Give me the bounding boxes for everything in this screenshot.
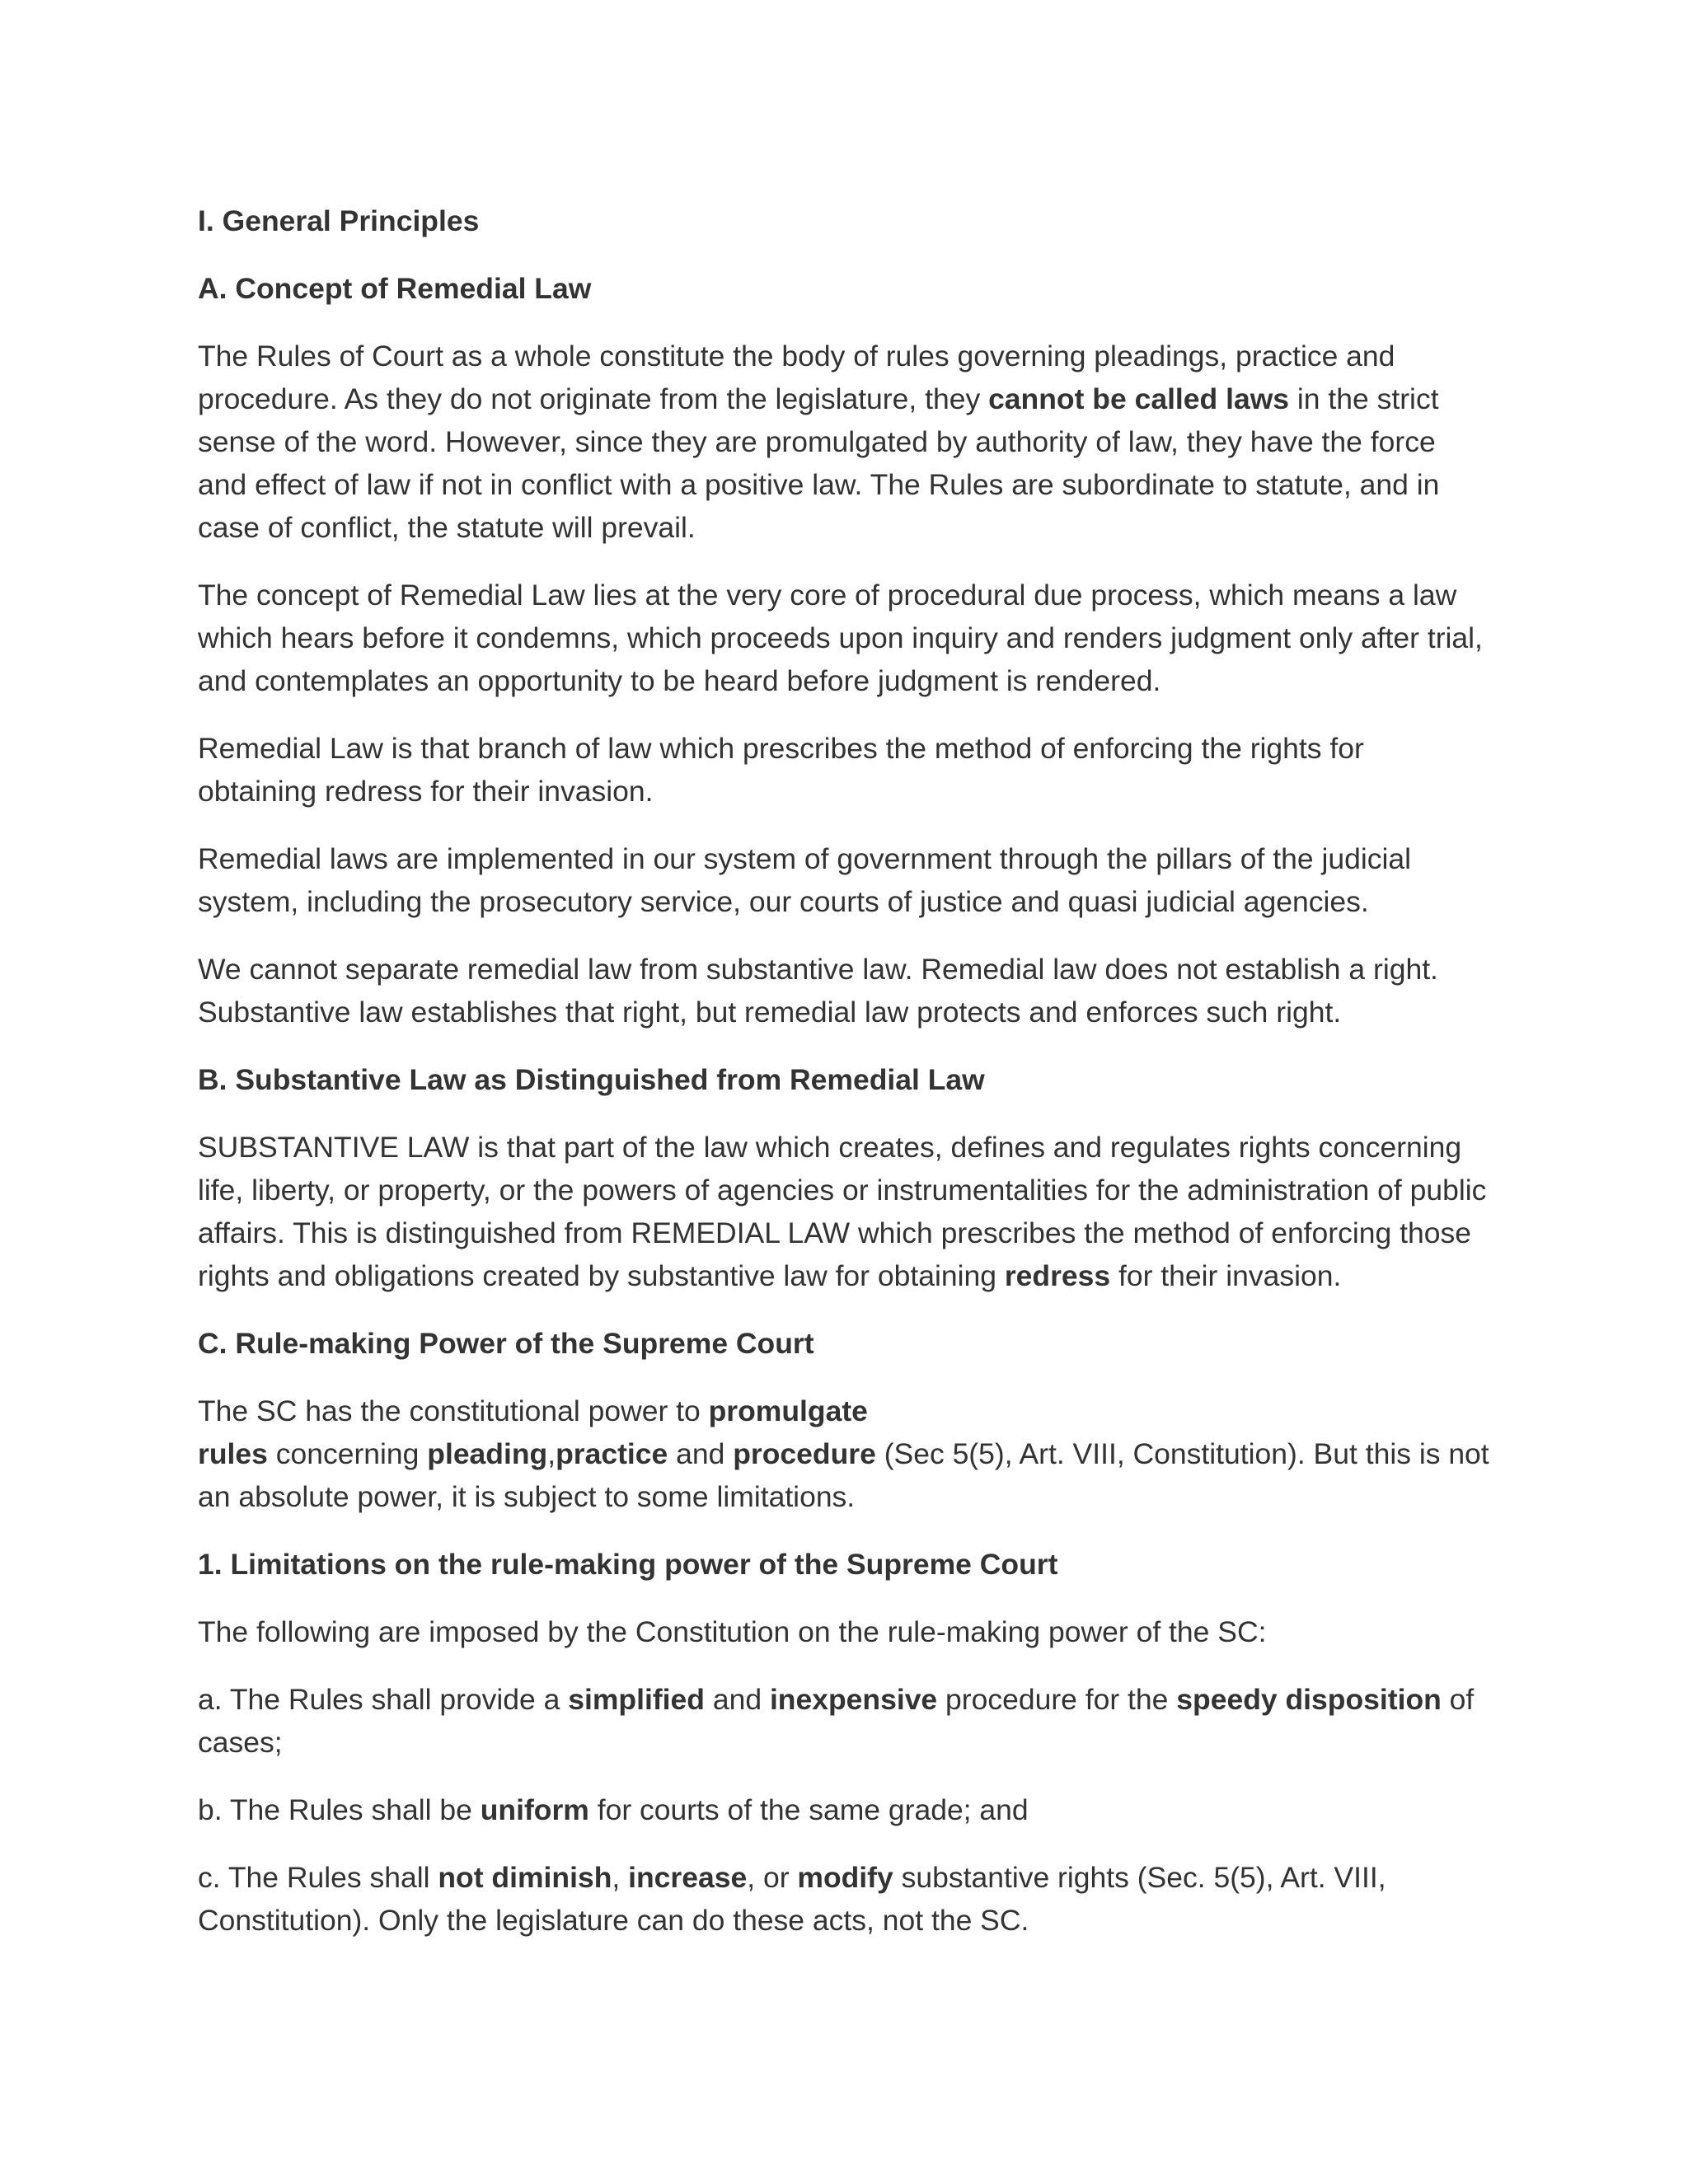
text-span: The Rules of Court as a whole constitute the body of rules governing pleadings, practice and procedure. As they do not originate from the legislature, they [198, 340, 1395, 415]
list-item-c [198, 1856, 1490, 1942]
document-page [198, 199, 1490, 1966]
text-span: procedure for the [937, 1683, 1177, 1716]
heading-concept-of-remedial-law: A. Concept of Remedial Law [198, 272, 592, 305]
bold-text: redress [1004, 1259, 1111, 1292]
text-span: c. The Rules shall [198, 1861, 438, 1894]
heading-general-principles: I. General Principles [198, 204, 480, 237]
text-span: of cases; [198, 1683, 1475, 1759]
bold-text: not diminish [438, 1861, 612, 1894]
heading-substantive-law: B. Substantive Law as Distinguished from Remedial Law [198, 1063, 985, 1096]
paragraph-remedial-laws-implemented: Remedial laws are implemented in our system of government through the pillars of the judicial system, including the prosecutory service, our courts of justice and quasi judicial agencies. [198, 842, 1412, 918]
text-span: , or [747, 1861, 798, 1894]
text-span: for courts of the same grade; and [588, 1793, 1029, 1826]
bold-text: inexpensive [769, 1683, 938, 1716]
text-span: SUBSTANTIVE LAW is that part of the law which creates, defines and regulates rights concerning life, liberty, or property, or the powers of agencies or instrumentalities for the administration of public affairs. This is distinguished from REMEDIAL LAW which prescribes the method of enforcing those rights and obligations created by substantive law for obtaining [198, 1131, 1487, 1292]
text-span: substantive rights (Sec. 5(5), Art. VIII, Constitution). Only the legislature can do these acts, not the SC. [198, 1861, 1386, 1937]
list-item-b [198, 1788, 1490, 1831]
paragraph-cannot-separate: We cannot separate remedial law from substantive law. Remedial law does not establish a right. Substantive law establishes that right, but remedial law protects and enforces such right. [198, 953, 1438, 1029]
text-span: and [704, 1683, 770, 1716]
paragraph-remedial-law-branch: Remedial Law is that branch of law which prescribes the method of enforcing the rights for obtaining redress for their invasion. [198, 732, 1364, 808]
text-span: b. The Rules shall be [198, 1793, 481, 1826]
bold-text: modify [797, 1861, 893, 1894]
paragraph-substantive-law-definition [198, 1126, 1490, 1297]
text-span: , [612, 1861, 629, 1894]
bold-text: cannot be called laws [988, 382, 1290, 415]
list-item-a [198, 1678, 1490, 1764]
paragraph-limitations-intro: The following are imposed by the Constitution on the rule-making power of the SC: [198, 1615, 1267, 1648]
text-span: The SC has the constitutional power to [198, 1394, 709, 1427]
bold-text: procedure [733, 1437, 876, 1470]
bold-text: uniform [480, 1793, 589, 1826]
paragraph-sc-power [198, 1390, 1490, 1518]
text-span: (Sec 5(5), Art. VIII, Constitution). But this is not an absolute power, it is subject to some limitations. [198, 1437, 1489, 1513]
bold-text: promulgate [708, 1394, 868, 1427]
text-span: in the strict sense of the word. However, since they are promulgated by authority of law, they have the force and effect of law if not in conflict with a positive law. The Rules are subordinate to statute, and in case of conflict, the statute will prevail. [198, 382, 1440, 544]
heading-limitations: 1. Limitations on the rule-making power of the Supreme Court [198, 1548, 1058, 1581]
text-span: for their invasion. [1110, 1259, 1342, 1292]
text-span: a. The Rules shall provide a [198, 1683, 569, 1716]
paragraph-rules-of-court [198, 335, 1490, 549]
text-span: , [547, 1437, 556, 1470]
text-span: and [668, 1437, 734, 1470]
bold-text: pleading [427, 1437, 548, 1470]
bold-text: practice [556, 1437, 668, 1470]
bold-text: speedy disposition [1176, 1683, 1442, 1716]
bold-text: simplified [568, 1683, 705, 1716]
bold-text: rules [198, 1437, 268, 1470]
bold-text: increase [628, 1861, 748, 1894]
heading-rule-making-power: C. Rule-making Power of the Supreme Court [198, 1327, 814, 1360]
paragraph-concept-of-remedial-law: The concept of Remedial Law lies at the very core of procedural due process, which means a law which hears before it condemns, which proceeds upon inquiry and renders judgment only after trial, and contemplates an opportunity to be heard before judgment is rendered. [198, 579, 1483, 697]
text-span: concerning [267, 1437, 428, 1470]
